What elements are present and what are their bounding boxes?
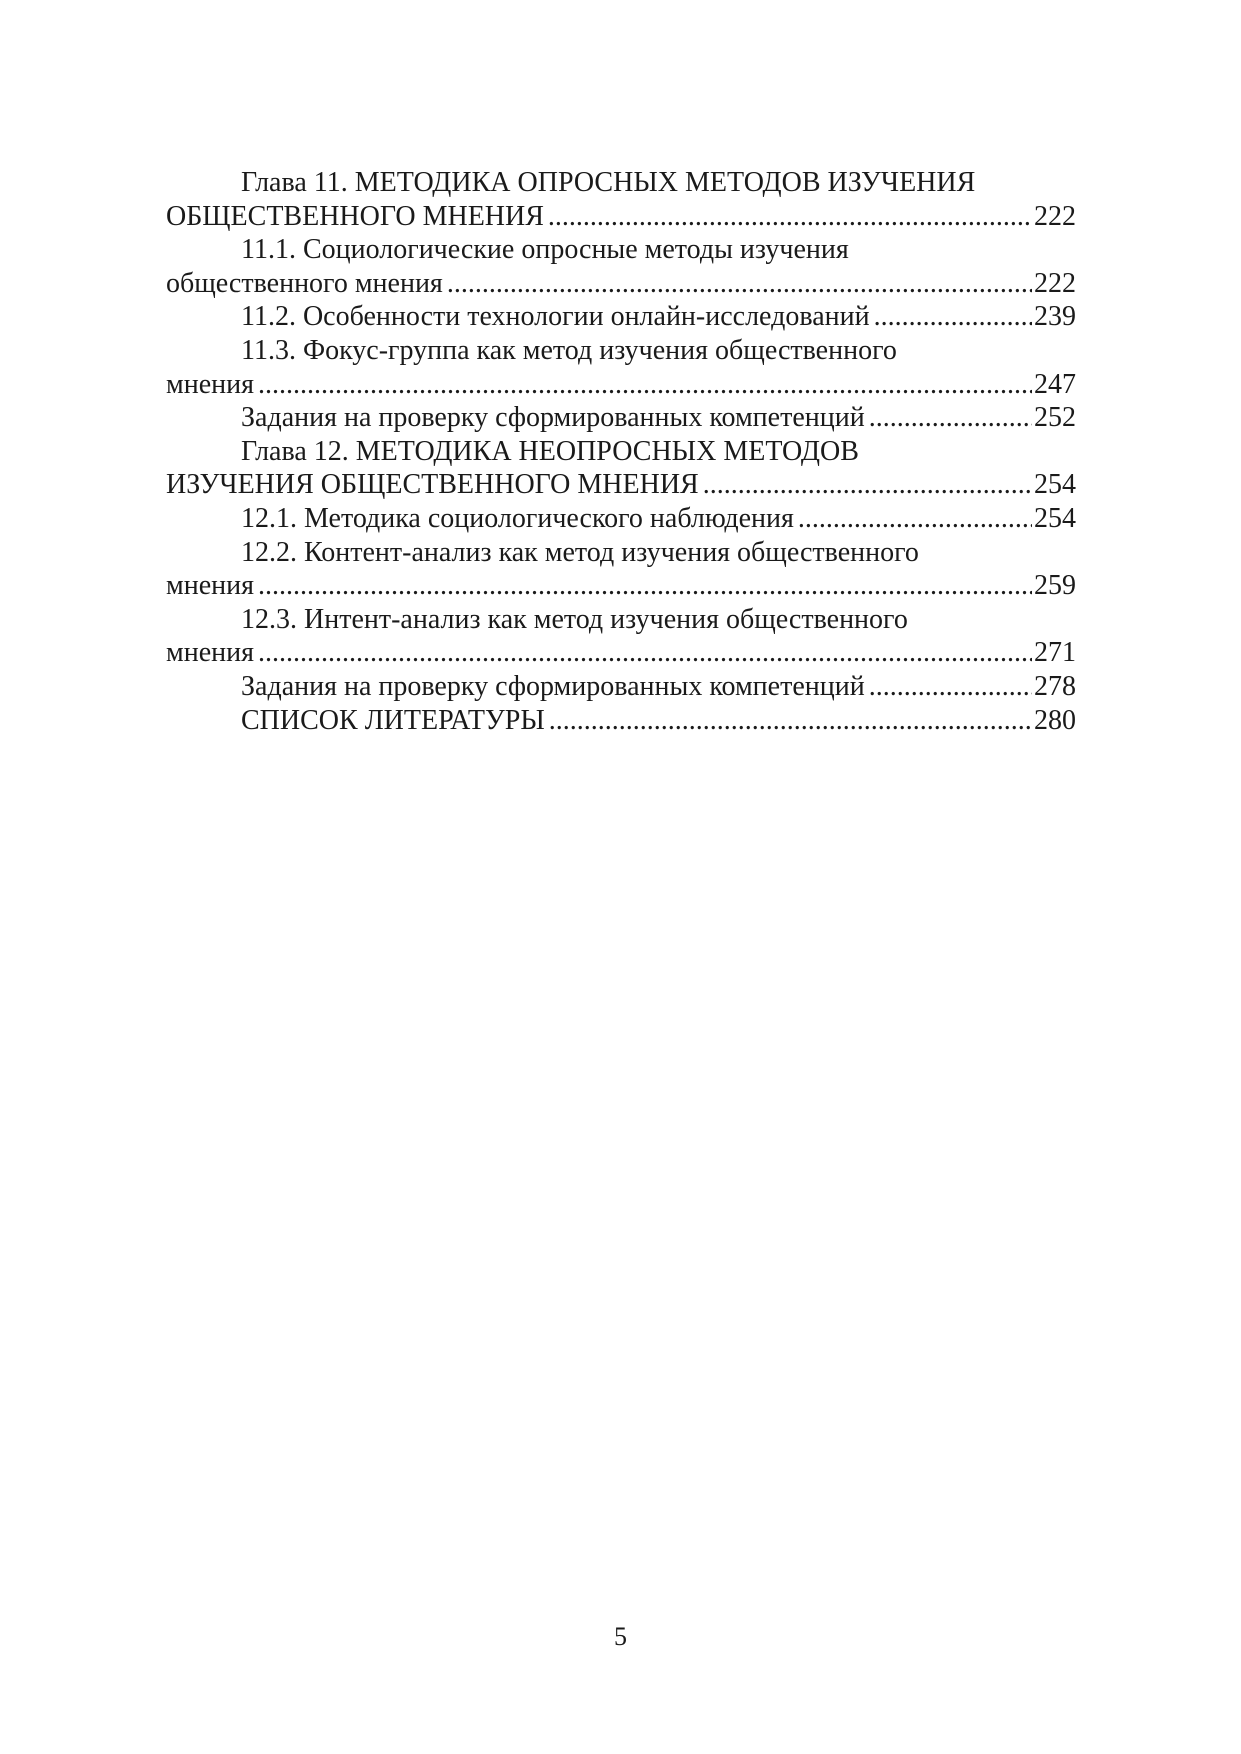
toc-line[interactable] (166, 300, 1076, 334)
toc-line[interactable] (166, 636, 1076, 670)
toc-entry-title: 12.2. Контент-анализ как метод изучения общественного (241, 536, 919, 568)
toc-entry-title: 11.3. Фокус-группа как метод изучения общественного (241, 334, 897, 366)
toc-entry-title: Задания на проверку сформированных компетенций (241, 402, 865, 434)
toc-line (166, 166, 1076, 200)
toc-leader-dots (548, 200, 1032, 234)
toc-line (166, 233, 1076, 267)
toc-leader-dots (447, 267, 1032, 301)
toc-line (166, 603, 1076, 637)
toc-entry-title: 11.2. Особенности технологии онлайн-исследований (241, 301, 870, 333)
toc-line[interactable] (166, 502, 1076, 536)
toc-page-number: 254 (1034, 502, 1076, 534)
toc-entry-title: ИЗУЧЕНИЯ ОБЩЕСТВЕННОГО МНЕНИЯ (166, 469, 699, 501)
toc-entry-title: общественного мнения (166, 267, 443, 299)
toc-line[interactable] (166, 468, 1076, 502)
toc-leader-dots (258, 368, 1032, 402)
toc-entry-title: 12.3. Интент-анализ как метод изучения общественного (241, 603, 908, 635)
toc-line[interactable] (166, 368, 1076, 402)
toc-leader-dots (874, 300, 1032, 334)
toc-page-number: 247 (1034, 368, 1076, 400)
toc-page-number: 252 (1034, 402, 1076, 434)
toc-entry-title: мнения (166, 368, 254, 400)
toc-page-number: 271 (1034, 637, 1076, 669)
toc-line[interactable] (166, 704, 1076, 738)
toc-page-number: 222 (1034, 267, 1076, 299)
toc-entry-title: ОБЩЕСТВЕННОГО МНЕНИЯ (166, 200, 544, 232)
toc-line[interactable] (166, 569, 1076, 603)
toc-entry-title: Глава 11. МЕТОДИКА ОПРОСНЫХ МЕТОДОВ ИЗУЧЕНИЯ (241, 167, 976, 198)
toc-page-number: 259 (1034, 570, 1076, 602)
toc-leader-dots (869, 670, 1032, 704)
toc-page-number: 254 (1034, 469, 1076, 501)
toc-page-number: 239 (1034, 301, 1076, 333)
table-of-contents (166, 166, 1076, 737)
toc-entry-title: Задания на проверку сформированных компетенций (241, 670, 865, 702)
toc-leader-dots (869, 401, 1032, 435)
toc-entry-title: мнения (166, 637, 254, 669)
toc-leader-dots (798, 502, 1032, 536)
toc-leader-dots (703, 468, 1032, 502)
toc-page-number: 278 (1034, 670, 1076, 702)
page-number: 5 (614, 1622, 627, 1651)
toc-entry-title: Глава 12. МЕТОДИКА НЕОПРОСНЫХ МЕТОДОВ (241, 435, 859, 467)
toc-page-number: 222 (1034, 200, 1076, 232)
toc-leader-dots (549, 704, 1032, 738)
toc-entry-title: 12.1. Методика социологического наблюдения (241, 502, 794, 534)
toc-line[interactable] (166, 401, 1076, 435)
toc-leader-dots (258, 636, 1032, 670)
toc-entry-title: мнения (166, 570, 254, 602)
toc-line (166, 334, 1076, 368)
toc-leader-dots (258, 569, 1032, 603)
toc-line[interactable] (166, 200, 1076, 234)
toc-line[interactable] (166, 267, 1076, 301)
toc-line (166, 435, 1076, 469)
toc-page-number: 280 (1034, 704, 1076, 736)
toc-line (166, 536, 1076, 570)
toc-entry-title: СПИСОК ЛИТЕРАТУРЫ (241, 704, 545, 736)
toc-entry-title: 11.1. Социологические опросные методы изучения (241, 234, 849, 266)
toc-line[interactable] (166, 670, 1076, 704)
